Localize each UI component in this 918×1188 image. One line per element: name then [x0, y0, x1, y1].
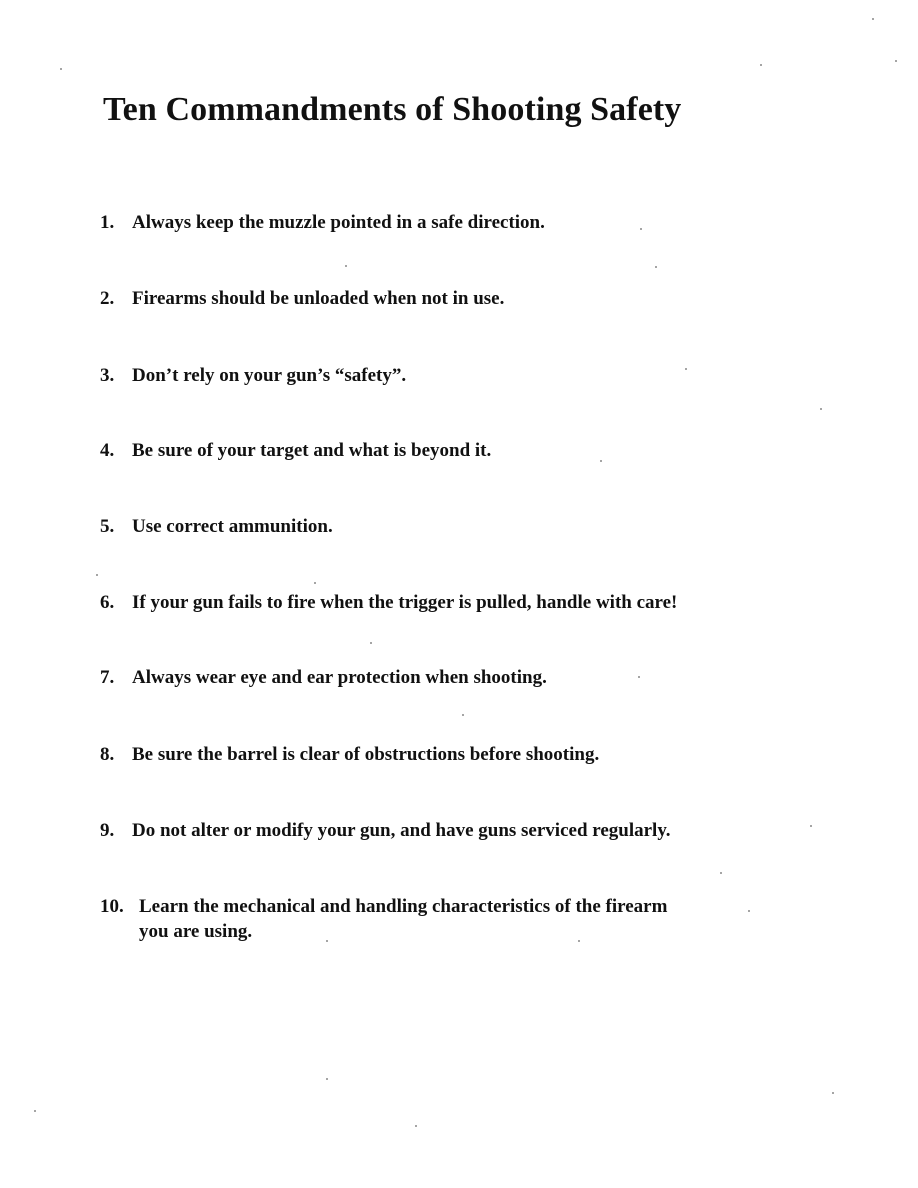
item-number: 10. — [100, 896, 124, 917]
item-text: Firearms should be unloaded when not in use. — [132, 288, 505, 309]
item-number: 7. — [100, 667, 115, 688]
scan-speck — [720, 872, 722, 874]
item-number: 5. — [100, 516, 115, 537]
scan-speck — [326, 940, 328, 942]
scan-speck — [345, 265, 347, 267]
item-number: 9. — [100, 820, 115, 841]
list-item — [100, 363, 800, 388]
list-item — [100, 894, 800, 944]
list-item — [100, 665, 800, 690]
scan-speck — [895, 60, 897, 62]
list-item — [100, 438, 800, 463]
item-text: Always wear eye and ear protection when shooting. — [132, 667, 547, 688]
scan-speck — [820, 408, 822, 410]
scan-speck — [655, 266, 657, 268]
scan-speck — [760, 64, 762, 66]
item-text: Be sure the barrel is clear of obstructions before shooting. — [132, 744, 600, 765]
scan-speck — [685, 368, 687, 370]
scan-speck — [638, 676, 640, 678]
item-number: 1. — [100, 212, 115, 233]
list-item — [100, 742, 800, 767]
scan-speck — [600, 460, 602, 462]
scan-speck — [748, 910, 750, 912]
item-text: Don’t rely on your gun’s “safety”. — [132, 365, 407, 386]
scan-speck — [415, 1125, 417, 1127]
scan-speck — [60, 68, 62, 70]
list-item — [100, 210, 800, 235]
scan-speck — [578, 940, 580, 942]
scan-speck — [96, 574, 98, 576]
scan-speck — [810, 825, 812, 827]
list-item — [100, 818, 800, 843]
list-item — [100, 590, 800, 615]
item-number: 4. — [100, 440, 115, 461]
item-number: 2. — [100, 288, 115, 309]
item-text: If your gun fails to fire when the trigger is pulled, handle with care! — [132, 592, 678, 613]
item-text: Do not alter or modify your gun, and have guns serviced regularly. — [132, 820, 671, 841]
scan-speck — [370, 642, 372, 644]
list-item — [100, 514, 800, 539]
item-number: 6. — [100, 592, 115, 613]
item-text: Learn the mechanical and handling characteristics of the firearm — [139, 896, 668, 917]
item-text: Always keep the muzzle pointed in a safe direction. — [132, 212, 545, 233]
item-text-block — [139, 894, 667, 944]
item-text: Use correct ammunition. — [132, 516, 333, 537]
scan-speck — [326, 1078, 328, 1080]
item-number: 3. — [100, 365, 115, 386]
scan-speck — [640, 228, 642, 230]
scan-speck — [462, 714, 464, 716]
scan-speck — [314, 582, 316, 584]
item-text: Be sure of your target and what is beyond it. — [132, 440, 492, 461]
item-number: 8. — [100, 744, 115, 765]
scan-speck — [832, 1092, 834, 1094]
item-text-continuation: you are using. — [139, 921, 253, 942]
page-title: Ten Commandments of Shooting Safety — [103, 91, 682, 128]
scan-speck — [872, 18, 874, 20]
scan-speck — [34, 1110, 36, 1112]
list-item — [100, 286, 800, 311]
